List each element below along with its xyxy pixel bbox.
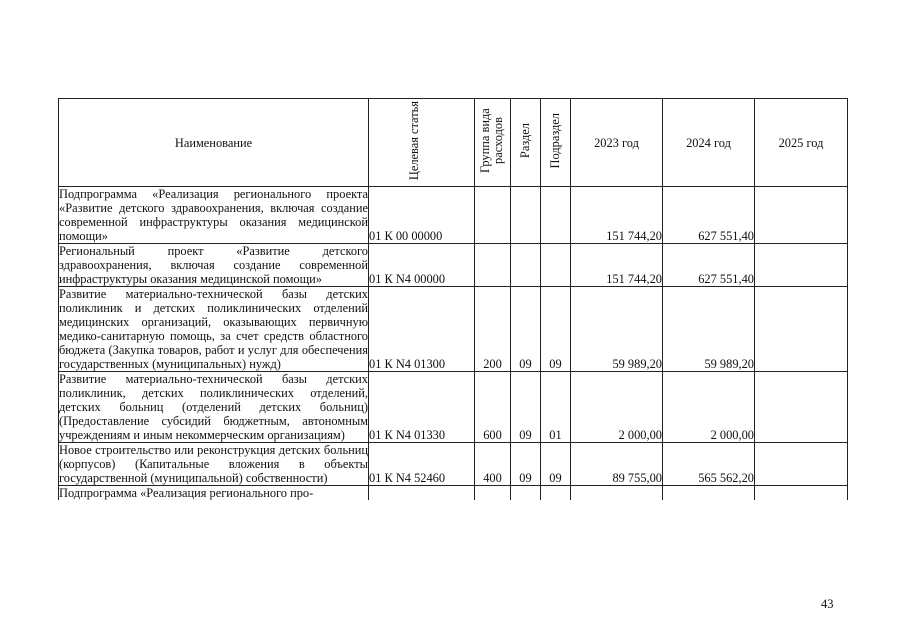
row-name: Подпрограмма «Реализация регионального проекта «Развитие детского здравоохранения, включая создание современной инфраструктуры оказания медицинской помощи» xyxy=(59,187,368,243)
row-subsection: 01 xyxy=(541,372,571,443)
row-name: Региональный проект «Развитие детского здравоохранения, включая создание современной инфраструктуры оказания медицинской помощи» xyxy=(59,244,368,286)
row-2024: 2 000,00 xyxy=(663,372,755,443)
row-subsection xyxy=(541,486,571,501)
row-code: 01 К N4 52460 xyxy=(369,443,475,486)
row-2025 xyxy=(755,287,848,372)
row-section xyxy=(511,486,541,501)
row-group xyxy=(475,486,511,501)
row-2023: 151 744,20 xyxy=(571,187,663,244)
row-2024: 565 562,20 xyxy=(663,443,755,486)
row-name: Подпрограмма «Реализация регионального про- xyxy=(59,486,369,501)
table-row xyxy=(59,244,848,287)
row-2023: 59 989,20 xyxy=(571,287,663,372)
table-row xyxy=(59,187,848,244)
row-subsection: 09 xyxy=(541,443,571,486)
row-group xyxy=(475,187,511,244)
table-header-row xyxy=(59,99,848,187)
row-code xyxy=(369,486,475,501)
row-2025 xyxy=(755,372,848,443)
row-2023: 2 000,00 xyxy=(571,372,663,443)
header-year-2024: 2024 год xyxy=(663,99,755,187)
row-subsection xyxy=(541,187,571,244)
row-2024: 627 551,40 xyxy=(663,187,755,244)
row-2024: 59 989,20 xyxy=(663,287,755,372)
row-name: Новое строительство или реконструкция детских больниц (корпусов) (Капитальные вложения в объекты государственной (муниципальной) собственности) xyxy=(59,443,368,485)
header-year-2025: 2025 год xyxy=(755,99,848,187)
row-2023 xyxy=(571,486,663,501)
row-group xyxy=(475,244,511,287)
row-code: 01 К 00 00000 xyxy=(369,187,475,244)
row-2025 xyxy=(755,486,848,501)
budget-table xyxy=(58,98,848,500)
header-year-2023: 2023 год xyxy=(571,99,663,187)
row-2023: 89 755,00 xyxy=(571,443,663,486)
table-row xyxy=(59,486,848,501)
row-section: 09 xyxy=(511,287,541,372)
header-name: Наименование xyxy=(59,99,369,187)
row-code: 01 К N4 01330 xyxy=(369,372,475,443)
header-expense-group: Группа вида расходов xyxy=(475,99,511,187)
row-2025 xyxy=(755,443,848,486)
row-subsection: 09 xyxy=(541,287,571,372)
table-row xyxy=(59,287,848,372)
row-2023: 151 744,20 xyxy=(571,244,663,287)
row-2025 xyxy=(755,187,848,244)
row-2025 xyxy=(755,244,848,287)
row-group: 600 xyxy=(475,372,511,443)
table-row xyxy=(59,443,848,486)
row-section xyxy=(511,187,541,244)
row-section: 09 xyxy=(511,443,541,486)
header-section: Раздел xyxy=(511,99,541,187)
row-code: 01 К N4 00000 xyxy=(369,244,475,287)
row-subsection xyxy=(541,244,571,287)
row-section xyxy=(511,244,541,287)
row-section: 09 xyxy=(511,372,541,443)
row-2024: 627 551,40 xyxy=(663,244,755,287)
row-name: Развитие материально-технической базы детских поликлиник и детских поликлинических отделений медицинских организаций, оказывающих первичную медико-санитарную помощь, за счет средств областного бюджета (Закупка товаров, работ и услуг для обеспечения государственных (муниципальных) нужд) xyxy=(59,287,368,371)
row-group: 200 xyxy=(475,287,511,372)
row-code: 01 К N4 01300 xyxy=(369,287,475,372)
table-row xyxy=(59,372,848,443)
row-group: 400 xyxy=(475,443,511,486)
row-name: Развитие материально-технической базы детских поликлиник, детских поликлинических отделений, детских больниц (отделений детских больниц) (Предоставление субсидий бюджетным, автономным учреждениям и иным некоммерческим организациям) xyxy=(59,372,368,442)
header-target-article: Целевая статья xyxy=(369,99,475,187)
row-2024 xyxy=(663,486,755,501)
header-subsection: Подраздел xyxy=(541,99,571,187)
page-number: 43 xyxy=(821,597,834,611)
